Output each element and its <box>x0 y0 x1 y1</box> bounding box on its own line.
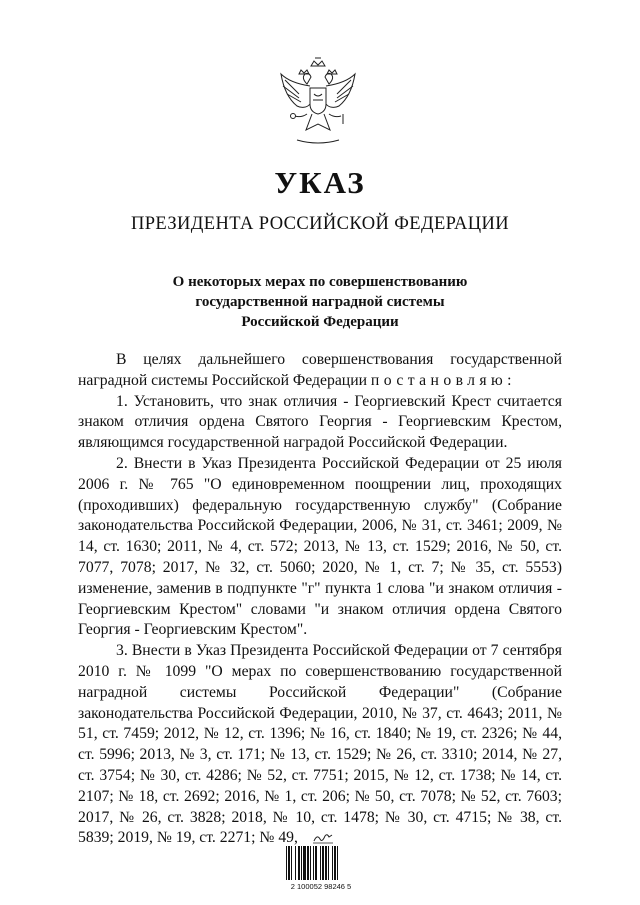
document-subtitle: ПРЕЗИДЕНТА РОССИЙСКОЙ ФЕДЕРАЦИИ <box>130 214 510 234</box>
document-footer <box>280 832 362 902</box>
preamble-text: В целях дальнейшего совершенствования государственной наградной системы Российской Федерации <box>78 351 562 389</box>
decree-body <box>78 350 562 849</box>
barcode <box>286 846 358 880</box>
heading-line: государственной наградной системы <box>195 294 445 310</box>
heading-line: О некоторых мерах по совершенствованию <box>172 274 468 290</box>
decree-heading <box>0 272 640 332</box>
preamble-paragraph <box>78 350 562 392</box>
coat-of-arms-emblem <box>277 56 359 144</box>
document-title: УКАЗ <box>274 165 366 200</box>
paragraph-3: 3. Внести в Указ Президента Российской Федерации от 7 сентября 2010 г. № 1099 "О мерах по совершенствованию государственной наградной системы Российской Федерации" (Собрание законодательства Российской Федерации, 2010, № 37, ст. 4643; 2011, № 51, ст. 7459; 2012, № 12, ст. 1396; № 16, ст. 1840; № 19, ст. 2326; № 44, ст. 5996; 2013, № 3, ст. 171; № 13, ст. 1529; № 26, ст. 3310; 2014, № 27, ст. 3754; № 30, ст. 4286; № 52, ст. 7751; 2015, № 12, ст. 1738; № 14, ст. 2107; № 18, ст. 2692; 2016, № 1, ст. 206; № 50, ст. 7078; № 52, ст. 7603; 2017, № 26, ст. 3828; 2018, № 10, ст. 1478; № 30, ст. 4715; № 38, ст. 5839; 2019, № 19, ст. 2271; № 49, <box>78 642 562 847</box>
paragraph-1: 1. Установить, что знак отличия - Георгиевский Крест считается знаком отличия ордена Святого Георгия - Георгиевским Крестом, являющимся государственной наградой Российской Федерации. <box>78 392 562 452</box>
heading-line: Российской Федерации <box>241 314 399 330</box>
handwritten-mark <box>312 832 334 844</box>
paragraph-2: 2. Внести в Указ Президента Российской Федерации от 25 июля 2006 г. № 765 "О единовременном поощрении лиц, проходящих (проходивших) федеральную государственную службу" (Собрание законодательства Российской Федерации, 2006, № 31, ст. 3461; 2009, № 14, ст. 1630; 2011, № 4, ст. 572; 2013, № 13, ст. 1529; 2016, № 50, ст. 7077, 7078; 2017, № 32, ст. 5060; 2020, № 1, ст. 7; № 35, ст. 5553) изменение, заменив в подпункте "г" пункта 1 слова "и знаком отличия - Георгиевским Крестом" словами "и знаком отличия ордена Святого Георгия - Георгиевским Крестом". <box>78 454 562 639</box>
barcode-number: 2 100052 98246 5 <box>290 882 352 891</box>
decree-verb: постановляю: <box>370 371 516 389</box>
